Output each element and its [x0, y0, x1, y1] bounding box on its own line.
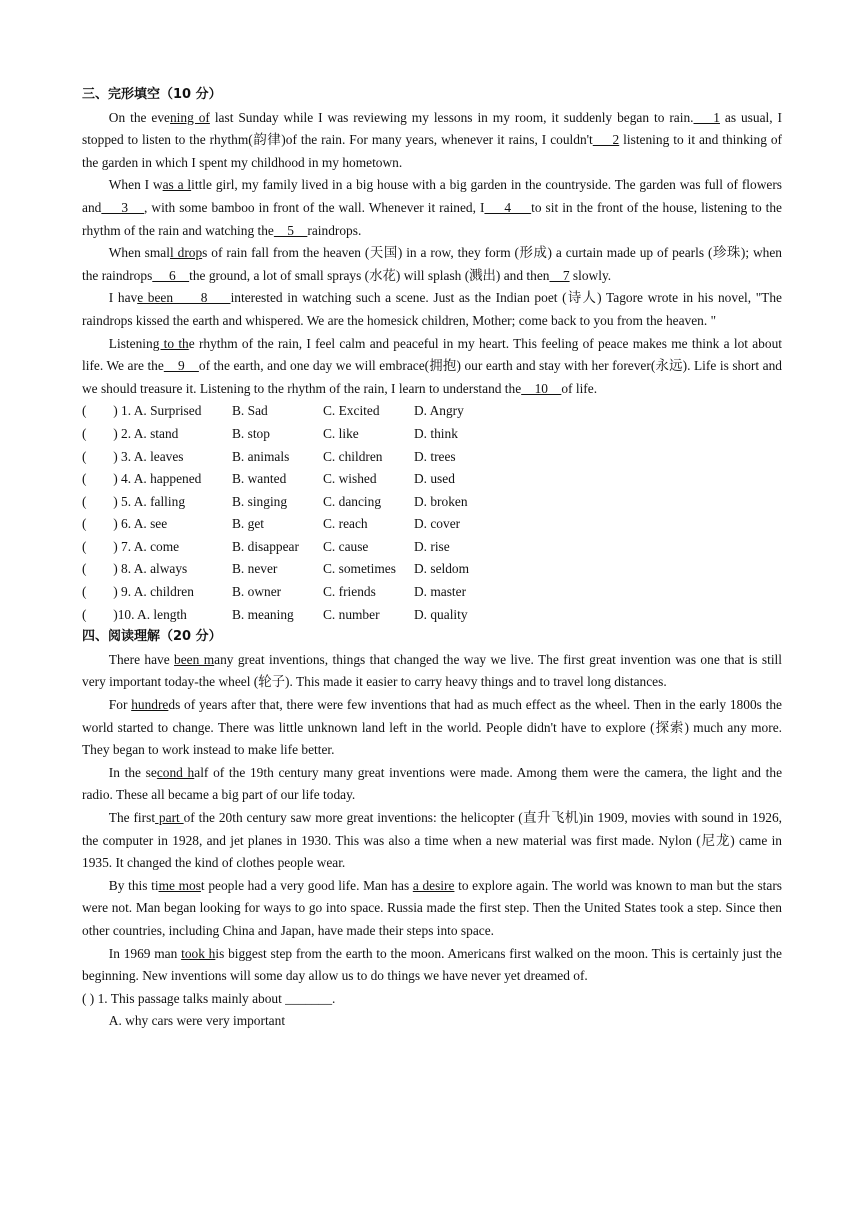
reading-paragraph [82, 762, 786, 807]
cloze-passage [82, 107, 786, 401]
underlined-text: a desire [412, 877, 455, 893]
option-c: C. wished [323, 471, 377, 487]
underlined-text: 7 [549, 267, 570, 283]
option-d: D. cover [414, 516, 461, 532]
question-number-option-a: ( ) 8. A. always [82, 561, 188, 577]
cloze-option-row [82, 446, 782, 469]
underlined-text: ning of [169, 109, 210, 125]
cloze-option-row [82, 536, 782, 559]
text-run: any great inventions, things that changed the way we live. The first great invention was one that is still very important today-the wheel (轮子). This made it easier to carry heavy things and to travel long distances. [82, 651, 786, 690]
text-run: For [108, 697, 132, 713]
option-c: C. like [323, 425, 359, 441]
reading-paragraph [82, 694, 786, 762]
underlined-text: 3 [101, 199, 145, 215]
underlined-text: e been 8 [137, 290, 231, 306]
cloze-option-row [82, 604, 782, 627]
cloze-paragraph [82, 174, 786, 242]
text-run: When I w [108, 177, 163, 193]
reading-question-1-option-a: A. why cars were very important [108, 1013, 286, 1029]
cloze-option-row [82, 468, 782, 491]
reading-passage [82, 649, 786, 988]
text-run: the ground, a lot of small sprays (水花) will splash (溅出) and then [189, 267, 550, 283]
reading-paragraph [82, 943, 786, 988]
text-run: The first [108, 810, 156, 825]
question-number-option-a: ( ) 2. A. stand [82, 425, 179, 441]
underlined-text: part [155, 810, 184, 825]
cloze-options [82, 400, 782, 626]
option-b: B. wanted [232, 471, 287, 487]
option-b: B. Sad [232, 403, 268, 419]
option-c: C. children [323, 448, 383, 464]
option-c: C. friends [323, 584, 376, 600]
option-c: C. number [323, 606, 380, 622]
cloze-paragraph [82, 107, 786, 175]
question-number-option-a: ( ) 7. A. come [82, 538, 180, 554]
text-run: s of rain fall from the heaven (天国) in a row, they form (形成) a curtain made up of pearls (珍珠); when the raindrops [82, 245, 786, 283]
text-run: By this ti [108, 877, 159, 893]
option-b: B. disappear [232, 538, 299, 554]
question-number-option-a: ( ) 6. A. see [82, 516, 168, 532]
section3-heading: 三、完形填空（10 分） [82, 87, 222, 102]
option-d: D. quality [414, 606, 468, 622]
underlined-text: 4 [484, 199, 532, 215]
text-run: I hav [108, 290, 138, 306]
option-d: D. used [414, 471, 455, 487]
text-run: raindrops. [307, 222, 362, 238]
cloze-option-row [82, 581, 782, 604]
reading-paragraph [82, 807, 786, 875]
underlined-text: 9 [163, 358, 199, 374]
option-d: D. think [414, 425, 458, 441]
underlined-text: 2 [592, 132, 620, 148]
question-number-option-a: ( ) 4. A. happened [82, 471, 202, 487]
text-run: of the 20th century saw more great inventions: the helicopter (直升飞机)in 1909, movies with sound in 1926, the computer in 1928, and jet planes in 1930. This was also a time when a new material was first made. Nylon (尼龙) came in 1935. It changed the kind of clothes people wear. [82, 810, 786, 871]
question-number-option-a: ( ) 3. A. leaves [82, 448, 184, 464]
question-number-option-a: ( ) 1. A. Surprised [82, 403, 202, 419]
text-run: Listenin [108, 335, 153, 351]
underlined-text: been m [174, 651, 215, 667]
text-run: alf of the 19th century many great inventions were made. Among them were the camera, the light and the radio. These all became a big part of our life today. [82, 764, 786, 803]
text-run: last Sunday while I was reviewing my lessons in my room, it suddenly began to rain. [209, 109, 694, 125]
option-d: D. broken [414, 493, 468, 509]
text-run: as usual, I stopped to listen to the rhythm(韵律)of the rain. For many years, whenever it rains, I couldn't [82, 109, 786, 148]
question-number-option-a: ( ) 9. A. children [82, 584, 194, 600]
text-run: listening to it and thinking of the garden in which I spent my childhood in my hometown. [82, 132, 786, 170]
underlined-text: hundre [131, 697, 169, 713]
option-b: B. owner [232, 584, 282, 600]
option-b: B. never [232, 561, 278, 577]
text-run: slowly. [569, 267, 612, 283]
exam-page [82, 84, 786, 1033]
text-run: On the eve [108, 109, 170, 125]
option-c: C. cause [323, 538, 369, 554]
reading-paragraph [82, 649, 786, 694]
cloze-option-row [82, 423, 782, 446]
option-c: C. sometimes [323, 561, 396, 577]
option-d: D. seldom [414, 561, 470, 577]
underlined-text: 10 [521, 380, 562, 396]
text-run: of life. [561, 380, 598, 396]
option-b: B. stop [232, 425, 270, 441]
option-b: B. get [232, 516, 264, 532]
cloze-option-row [82, 558, 782, 581]
text-run: When smal [108, 245, 170, 261]
option-c: C. reach [323, 516, 368, 532]
option-d: D. rise [414, 538, 450, 554]
text-run: In the se [108, 764, 157, 780]
question-number-option-a: ( )10. A. length [82, 606, 187, 622]
cloze-option-row [82, 513, 782, 536]
underlined-text: as a l [162, 177, 192, 193]
underlined-text: 5 [273, 222, 308, 238]
text-run: , with some bamboo in front of the wall. Whenever it rained, I [144, 199, 485, 215]
option-c: C. dancing [323, 493, 382, 509]
cloze-option-row [82, 400, 782, 423]
text-run: to sit in the front of the house, listening to the rhythm of the rain and watching the [82, 199, 786, 238]
option-d: D. Angry [414, 403, 464, 419]
section4-heading: 四、阅读理解（20 分） [82, 629, 222, 645]
text-run: is biggest step from the earth to the moon. Americans first walked on the moon. This is certainly just the beginning. New inventions will some day allow us to do things we have never yet dreamed of. [82, 945, 786, 984]
text-run: e rhythm of the rain, I feel calm and peaceful in my heart. This feeling of peace makes me think a lot about life. We are the [82, 335, 786, 374]
underlined-text: 1 [693, 109, 720, 125]
option-d: D. trees [414, 448, 456, 464]
text-run: There have [108, 651, 175, 667]
cloze-option-row [82, 491, 782, 514]
option-b: B. animals [232, 448, 290, 464]
option-b: B. meaning [232, 606, 294, 622]
question-number-option-a: ( ) 5. A. falling [82, 493, 186, 509]
cloze-paragraph [82, 242, 786, 287]
cloze-paragraph [82, 287, 786, 332]
underlined-text: took h [181, 945, 216, 961]
underlined-text: g to th [152, 335, 189, 351]
underlined-text: me mos [158, 877, 201, 893]
text-run: interested in watching such a scene. Just as the Indian poet (诗人) Tagore wrote in his novel, "The raindrops kissed the earth and whispered. We are the homesick children, Mother; come back to you from the heaven. " [82, 290, 786, 328]
underlined-text: cond h [156, 764, 195, 780]
option-d: D. master [414, 584, 467, 600]
option-b: B. singing [232, 493, 288, 509]
text-run: ittle girl, my family lived in a big house with a big garden in the countryside. The garden was full of flowers and [82, 177, 786, 215]
text-run: In 1969 man [108, 945, 182, 961]
reading-question-1: ( ) 1. This passage talks mainly about _______. [82, 990, 336, 1006]
cloze-paragraph [82, 333, 786, 401]
underlined-text: l drop [169, 245, 203, 261]
text-run: of the earth, and one day we will embrace(拥抱) our earth and stay with her forever(永远). Life is short and we should treasure it. Listening to the rhythm of the rain, I learn to understand the [82, 358, 786, 396]
text-run: t people had a very good life. Man has [200, 877, 413, 893]
text-run: to explore again. The world was known to man but the stars were not. Man began looking for ways to go into space. Russia made the first step. Then the United States took a step. Since then other countries, including China and Japan, have made their steps into space. [82, 877, 786, 938]
option-c: C. Excited [323, 403, 380, 419]
underlined-text: 6 [152, 267, 190, 283]
reading-paragraph [82, 875, 786, 943]
text-run: ds of years after that, there were few inventions that had as much effect as the wheel. Then in the early 1800s the world started to change. There was little unknown land left in the world. People didn't have to explore (探索) much any more. They began to work instead to make life better. [82, 697, 786, 758]
